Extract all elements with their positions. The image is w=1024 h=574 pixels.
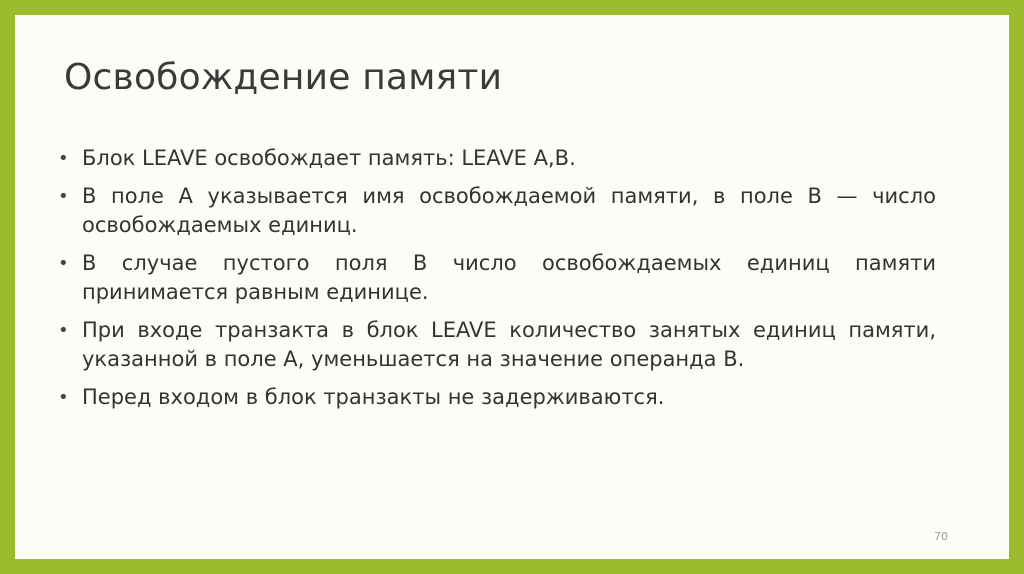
bullet-icon: •: [58, 320, 69, 341]
page-number: 70: [934, 530, 948, 543]
bullet-list: [58, 144, 936, 421]
bullet-icon: •: [58, 148, 69, 169]
bullet-icon: •: [58, 387, 69, 408]
bullet-item-1: [58, 144, 936, 173]
bullet-item-3: [58, 249, 936, 307]
bullet-item-2: [58, 182, 936, 240]
bullet-text: При входе транзакта в блок LEAVE количество занятых единиц памяти, указанной в поле А, уменьшается на значение операнда В.: [82, 318, 936, 371]
bullet-icon: •: [58, 186, 69, 207]
slide-title: Освобождение памяти: [64, 57, 503, 98]
bullet-text: В поле А указывается имя освобождаемой памяти, в поле В — число освобождаемых единиц.: [82, 184, 936, 237]
bullet-text: Перед входом в блок транзакты не задерживаются.: [82, 385, 665, 409]
bullet-text: В случае пустого поля В число освобождаемых единиц памяти принимается равным единице.: [82, 251, 936, 304]
bullet-text: Блок LEAVE освобождает память: LEAVE A,B.: [82, 146, 576, 170]
bullet-item-5: [58, 383, 936, 412]
bullet-item-4: [58, 316, 936, 374]
bullet-icon: •: [58, 253, 69, 274]
